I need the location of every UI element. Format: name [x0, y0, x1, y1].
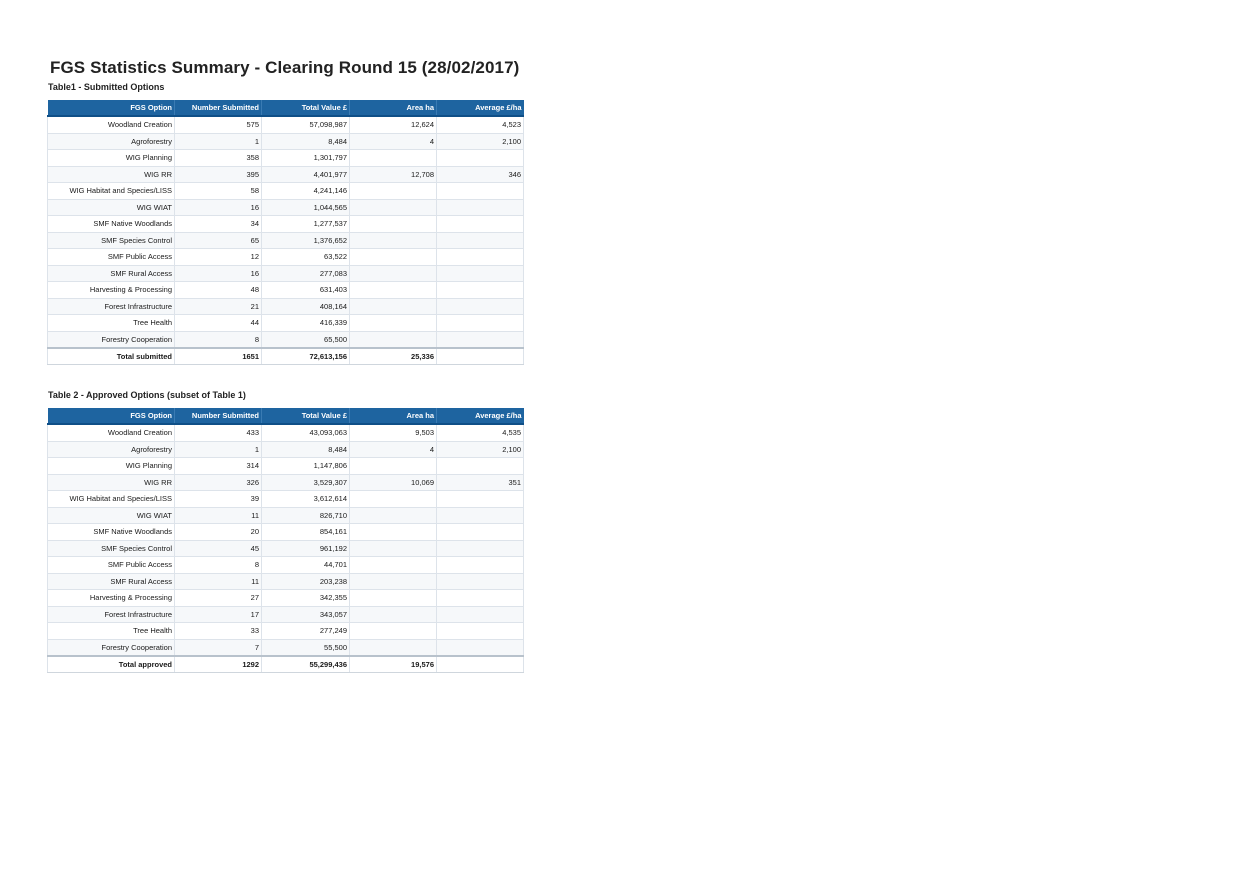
table-row	[48, 507, 524, 524]
cell-number-submitted: 12	[175, 249, 262, 266]
approved-options-table	[47, 408, 524, 673]
table-row	[48, 249, 524, 266]
column-header-number-submitted: Number Submitted	[175, 408, 262, 424]
cell-total-value: 8,484	[262, 441, 350, 458]
cell-average-per-ha	[437, 507, 524, 524]
cell-fgs-option: WIG Planning	[48, 150, 175, 167]
column-header-area-ha: Area ha	[350, 408, 437, 424]
table-row	[48, 265, 524, 282]
cell-fgs-option: Tree Health	[48, 623, 175, 640]
column-header-fgs-option: FGS Option	[48, 100, 175, 116]
cell-area-ha	[350, 491, 437, 508]
cell-fgs-option: Forest Infrastructure	[48, 298, 175, 315]
cell-total-value: 65,500	[262, 331, 350, 348]
cell-average-per-ha	[437, 331, 524, 348]
cell-average-per-ha	[437, 315, 524, 332]
cell-number-submitted: 21	[175, 298, 262, 315]
cell-area-ha	[350, 606, 437, 623]
table-row	[48, 491, 524, 508]
column-header-average-per-ha: Average £/ha	[437, 100, 524, 116]
cell-area-ha	[350, 183, 437, 200]
cell-average-per-ha	[437, 590, 524, 607]
cell-area-ha	[350, 623, 437, 640]
cell-area-ha	[350, 265, 437, 282]
table-header-row	[48, 408, 524, 424]
table-body	[48, 116, 524, 348]
table-row	[48, 166, 524, 183]
cell-number-submitted: 575	[175, 116, 262, 133]
total-cell-total-value: 55,299,436	[262, 656, 350, 673]
cell-average-per-ha	[437, 639, 524, 656]
cell-number-submitted: 27	[175, 590, 262, 607]
cell-area-ha	[350, 573, 437, 590]
table-row	[48, 133, 524, 150]
cell-total-value: 277,249	[262, 623, 350, 640]
column-header-number-submitted: Number Submitted	[175, 100, 262, 116]
cell-number-submitted: 17	[175, 606, 262, 623]
cell-fgs-option: WIG RR	[48, 474, 175, 491]
cell-number-submitted: 395	[175, 166, 262, 183]
cell-average-per-ha	[437, 183, 524, 200]
total-cell-fgs-option: Total submitted	[48, 348, 175, 365]
total-cell-fgs-option: Total approved	[48, 656, 175, 673]
cell-number-submitted: 34	[175, 216, 262, 233]
cell-average-per-ha	[437, 623, 524, 640]
total-row	[48, 348, 524, 365]
cell-average-per-ha: 2,100	[437, 441, 524, 458]
cell-fgs-option: Harvesting & Processing	[48, 590, 175, 607]
cell-area-ha	[350, 150, 437, 167]
table-row	[48, 639, 524, 656]
cell-area-ha	[350, 540, 437, 557]
cell-average-per-ha: 346	[437, 166, 524, 183]
cell-area-ha: 12,708	[350, 166, 437, 183]
table-header-row	[48, 100, 524, 116]
table-row	[48, 216, 524, 233]
table2-caption: Table 2 - Approved Options (subset of Table 1)	[48, 390, 246, 400]
cell-number-submitted: 39	[175, 491, 262, 508]
total-row	[48, 656, 524, 673]
column-header-area-ha: Area ha	[350, 100, 437, 116]
table-row	[48, 199, 524, 216]
cell-total-value: 1,301,797	[262, 150, 350, 167]
cell-number-submitted: 58	[175, 183, 262, 200]
cell-total-value: 854,161	[262, 524, 350, 541]
cell-area-ha	[350, 331, 437, 348]
cell-fgs-option: SMF Public Access	[48, 557, 175, 574]
cell-total-value: 416,339	[262, 315, 350, 332]
cell-average-per-ha	[437, 491, 524, 508]
cell-number-submitted: 16	[175, 199, 262, 216]
cell-number-submitted: 48	[175, 282, 262, 299]
cell-fgs-option: Agroforestry	[48, 441, 175, 458]
cell-area-ha	[350, 249, 437, 266]
cell-total-value: 3,529,307	[262, 474, 350, 491]
cell-fgs-option: WIG RR	[48, 166, 175, 183]
table-row	[48, 232, 524, 249]
cell-total-value: 55,500	[262, 639, 350, 656]
cell-number-submitted: 20	[175, 524, 262, 541]
column-header-fgs-option: FGS Option	[48, 408, 175, 424]
total-cell-area-ha: 25,336	[350, 348, 437, 365]
cell-total-value: 1,147,806	[262, 458, 350, 475]
cell-fgs-option: SMF Native Woodlands	[48, 216, 175, 233]
cell-number-submitted: 314	[175, 458, 262, 475]
cell-number-submitted: 44	[175, 315, 262, 332]
table-row	[48, 282, 524, 299]
cell-total-value: 43,093,063	[262, 424, 350, 441]
cell-area-ha: 9,503	[350, 424, 437, 441]
cell-number-submitted: 8	[175, 331, 262, 348]
cell-average-per-ha	[437, 298, 524, 315]
total-cell-number-submitted: 1292	[175, 656, 262, 673]
cell-total-value: 3,612,614	[262, 491, 350, 508]
cell-fgs-option: Tree Health	[48, 315, 175, 332]
cell-average-per-ha	[437, 265, 524, 282]
table-row	[48, 458, 524, 475]
submitted-options-table	[47, 100, 524, 365]
cell-area-ha: 4	[350, 441, 437, 458]
cell-average-per-ha: 2,100	[437, 133, 524, 150]
cell-fgs-option: Woodland Creation	[48, 116, 175, 133]
cell-number-submitted: 1	[175, 441, 262, 458]
page-title: FGS Statistics Summary - Clearing Round 15 (28/02/2017)	[50, 58, 520, 77]
table-row	[48, 298, 524, 315]
cell-total-value: 8,484	[262, 133, 350, 150]
cell-total-value: 1,277,537	[262, 216, 350, 233]
total-cell-area-ha: 19,576	[350, 656, 437, 673]
cell-area-ha	[350, 639, 437, 656]
cell-area-ha	[350, 458, 437, 475]
cell-total-value: 408,164	[262, 298, 350, 315]
cell-total-value: 277,083	[262, 265, 350, 282]
cell-area-ha: 10,069	[350, 474, 437, 491]
cell-total-value: 4,241,146	[262, 183, 350, 200]
table-body	[48, 424, 524, 656]
cell-number-submitted: 358	[175, 150, 262, 167]
cell-number-submitted: 1	[175, 133, 262, 150]
cell-number-submitted: 16	[175, 265, 262, 282]
total-cell-average-per-ha	[437, 656, 524, 673]
table-footer	[48, 348, 524, 365]
cell-average-per-ha	[437, 524, 524, 541]
cell-average-per-ha	[437, 150, 524, 167]
cell-total-value: 1,044,565	[262, 199, 350, 216]
cell-total-value: 203,238	[262, 573, 350, 590]
cell-fgs-option: SMF Rural Access	[48, 573, 175, 590]
cell-average-per-ha	[437, 458, 524, 475]
cell-fgs-option: Forestry Cooperation	[48, 639, 175, 656]
cell-number-submitted: 33	[175, 623, 262, 640]
total-cell-average-per-ha	[437, 348, 524, 365]
cell-average-per-ha: 351	[437, 474, 524, 491]
cell-fgs-option: Woodland Creation	[48, 424, 175, 441]
cell-number-submitted: 11	[175, 573, 262, 590]
cell-average-per-ha	[437, 540, 524, 557]
table-footer	[48, 656, 524, 673]
table-row	[48, 183, 524, 200]
cell-average-per-ha	[437, 557, 524, 574]
cell-area-ha	[350, 557, 437, 574]
table-row	[48, 540, 524, 557]
cell-area-ha	[350, 232, 437, 249]
cell-area-ha	[350, 315, 437, 332]
cell-total-value: 631,403	[262, 282, 350, 299]
cell-number-submitted: 7	[175, 639, 262, 656]
cell-fgs-option: Agroforestry	[48, 133, 175, 150]
cell-area-ha	[350, 199, 437, 216]
cell-fgs-option: WIG Habitat and Species/LISS	[48, 491, 175, 508]
cell-fgs-option: SMF Rural Access	[48, 265, 175, 282]
cell-total-value: 63,522	[262, 249, 350, 266]
cell-number-submitted: 326	[175, 474, 262, 491]
cell-fgs-option: Forest Infrastructure	[48, 606, 175, 623]
cell-fgs-option: WIG Planning	[48, 458, 175, 475]
column-header-total-value: Total Value £	[262, 408, 350, 424]
cell-number-submitted: 65	[175, 232, 262, 249]
cell-average-per-ha	[437, 232, 524, 249]
table-row	[48, 573, 524, 590]
column-header-total-value: Total Value £	[262, 100, 350, 116]
cell-area-ha	[350, 216, 437, 233]
cell-total-value: 961,192	[262, 540, 350, 557]
cell-fgs-option: WIG WIAT	[48, 199, 175, 216]
cell-average-per-ha: 4,523	[437, 116, 524, 133]
table-row	[48, 424, 524, 441]
cell-fgs-option: SMF Native Woodlands	[48, 524, 175, 541]
cell-average-per-ha	[437, 249, 524, 266]
cell-total-value: 343,057	[262, 606, 350, 623]
cell-number-submitted: 8	[175, 557, 262, 574]
column-header-average-per-ha: Average £/ha	[437, 408, 524, 424]
cell-number-submitted: 433	[175, 424, 262, 441]
cell-area-ha	[350, 298, 437, 315]
total-cell-total-value: 72,613,156	[262, 348, 350, 365]
cell-fgs-option: WIG Habitat and Species/LISS	[48, 183, 175, 200]
cell-fgs-option: SMF Public Access	[48, 249, 175, 266]
cell-number-submitted: 11	[175, 507, 262, 524]
cell-total-value: 1,376,652	[262, 232, 350, 249]
cell-average-per-ha: 4,535	[437, 424, 524, 441]
table-row	[48, 331, 524, 348]
cell-average-per-ha	[437, 282, 524, 299]
table-row	[48, 590, 524, 607]
cell-area-ha	[350, 524, 437, 541]
table-row	[48, 606, 524, 623]
cell-fgs-option: Harvesting & Processing	[48, 282, 175, 299]
cell-total-value: 342,355	[262, 590, 350, 607]
table-row	[48, 116, 524, 133]
cell-fgs-option: SMF Species Control	[48, 232, 175, 249]
cell-fgs-option: SMF Species Control	[48, 540, 175, 557]
cell-total-value: 44,701	[262, 557, 350, 574]
cell-average-per-ha	[437, 573, 524, 590]
cell-fgs-option: WIG WIAT	[48, 507, 175, 524]
table-row	[48, 623, 524, 640]
cell-area-ha	[350, 507, 437, 524]
cell-area-ha: 4	[350, 133, 437, 150]
cell-area-ha	[350, 282, 437, 299]
cell-total-value: 57,098,987	[262, 116, 350, 133]
cell-total-value: 4,401,977	[262, 166, 350, 183]
cell-average-per-ha	[437, 606, 524, 623]
cell-area-ha: 12,624	[350, 116, 437, 133]
table-row	[48, 150, 524, 167]
cell-number-submitted: 45	[175, 540, 262, 557]
cell-average-per-ha	[437, 199, 524, 216]
table-row	[48, 474, 524, 491]
table1-caption: Table1 - Submitted Options	[48, 82, 165, 92]
cell-total-value: 826,710	[262, 507, 350, 524]
table-row	[48, 441, 524, 458]
table-row	[48, 315, 524, 332]
cell-area-ha	[350, 590, 437, 607]
cell-average-per-ha	[437, 216, 524, 233]
total-cell-number-submitted: 1651	[175, 348, 262, 365]
table-row	[48, 524, 524, 541]
cell-fgs-option: Forestry Cooperation	[48, 331, 175, 348]
table-row	[48, 557, 524, 574]
